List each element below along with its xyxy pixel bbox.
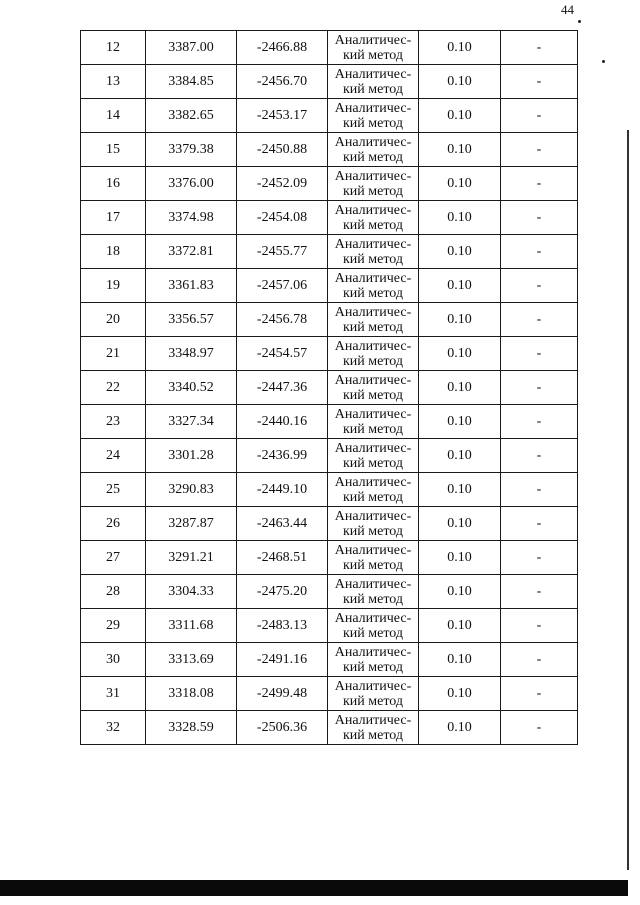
method-line-2: кий метод: [342, 353, 403, 369]
note-cell: -: [501, 201, 578, 235]
method-line-1: Аналитичес-: [334, 236, 412, 252]
method-line-1: Аналитичес-: [334, 576, 412, 592]
accuracy-cell: 0.10: [419, 201, 501, 235]
method-line-2: кий метод: [342, 387, 403, 403]
point-number-cell: 18: [81, 235, 146, 269]
y-coordinate-cell: -2450.88: [237, 133, 328, 167]
y-coordinate-cell: -2475.20: [237, 575, 328, 609]
x-coordinate-cell: 3301.28: [146, 439, 237, 473]
table-row: [81, 201, 578, 235]
method-line-2: кий метод: [342, 455, 403, 471]
point-number-cell: 24: [81, 439, 146, 473]
note-cell: -: [501, 167, 578, 201]
method-line-1: Аналитичес-: [334, 100, 412, 116]
point-number-cell: 20: [81, 303, 146, 337]
x-coordinate-cell: 3372.81: [146, 235, 237, 269]
method-cell: [328, 65, 419, 99]
x-coordinate-cell: 3313.69: [146, 643, 237, 677]
note-cell: -: [501, 31, 578, 65]
y-coordinate-cell: -2456.70: [237, 65, 328, 99]
note-cell: -: [501, 371, 578, 405]
table-row: [81, 507, 578, 541]
x-coordinate-cell: 3328.59: [146, 711, 237, 745]
y-coordinate-cell: -2457.06: [237, 269, 328, 303]
note-cell: -: [501, 643, 578, 677]
y-coordinate-cell: -2483.13: [237, 609, 328, 643]
method-line-1: Аналитичес-: [334, 270, 412, 286]
accuracy-cell: 0.10: [419, 371, 501, 405]
table-row: [81, 711, 578, 745]
y-coordinate-cell: -2463.44: [237, 507, 328, 541]
accuracy-cell: 0.10: [419, 711, 501, 745]
point-number-cell: 14: [81, 99, 146, 133]
accuracy-cell: 0.10: [419, 31, 501, 65]
method-line-2: кий метод: [342, 115, 403, 131]
point-number-cell: 26: [81, 507, 146, 541]
table-row: [81, 473, 578, 507]
point-number-cell: 32: [81, 711, 146, 745]
y-coordinate-cell: -2452.09: [237, 167, 328, 201]
accuracy-cell: 0.10: [419, 507, 501, 541]
point-number-cell: 16: [81, 167, 146, 201]
method-line-1: Аналитичес-: [334, 304, 412, 320]
y-coordinate-cell: -2454.08: [237, 201, 328, 235]
table-row: [81, 31, 578, 65]
method-cell: [328, 99, 419, 133]
scan-edge: [627, 130, 629, 870]
point-number-cell: 29: [81, 609, 146, 643]
note-cell: -: [501, 711, 578, 745]
y-coordinate-cell: -2454.57: [237, 337, 328, 371]
x-coordinate-cell: 3340.52: [146, 371, 237, 405]
method-cell: [328, 31, 419, 65]
point-number-cell: 15: [81, 133, 146, 167]
table-row: [81, 269, 578, 303]
table-row: [81, 405, 578, 439]
method-cell: [328, 439, 419, 473]
method-line-2: кий метод: [342, 523, 403, 539]
method-cell: [328, 473, 419, 507]
table-row: [81, 371, 578, 405]
y-coordinate-cell: -2499.48: [237, 677, 328, 711]
method-cell: [328, 711, 419, 745]
method-line-2: кий метод: [342, 557, 403, 573]
method-line-2: кий метод: [342, 421, 403, 437]
scan-speck: [602, 60, 605, 63]
y-coordinate-cell: -2468.51: [237, 541, 328, 575]
table-row: [81, 337, 578, 371]
note-cell: -: [501, 609, 578, 643]
point-number-cell: 30: [81, 643, 146, 677]
method-line-1: Аналитичес-: [334, 134, 412, 150]
table-row: [81, 65, 578, 99]
accuracy-cell: 0.10: [419, 473, 501, 507]
method-line-1: Аналитичес-: [334, 440, 412, 456]
method-cell: [328, 235, 419, 269]
method-line-2: кий метод: [342, 319, 403, 335]
note-cell: -: [501, 507, 578, 541]
method-cell: [328, 269, 419, 303]
accuracy-cell: 0.10: [419, 677, 501, 711]
x-coordinate-cell: 3387.00: [146, 31, 237, 65]
note-cell: -: [501, 133, 578, 167]
x-coordinate-cell: 3348.97: [146, 337, 237, 371]
y-coordinate-cell: -2447.36: [237, 371, 328, 405]
accuracy-cell: 0.10: [419, 133, 501, 167]
method-cell: [328, 201, 419, 235]
x-coordinate-cell: 3379.38: [146, 133, 237, 167]
note-cell: -: [501, 269, 578, 303]
y-coordinate-cell: -2466.88: [237, 31, 328, 65]
page-number: 44: [561, 2, 574, 17]
method-line-1: Аналитичес-: [334, 202, 412, 218]
scan-speck: [578, 20, 581, 23]
note-cell: -: [501, 99, 578, 133]
method-line-2: кий метод: [342, 217, 403, 233]
x-coordinate-cell: 3291.21: [146, 541, 237, 575]
note-cell: -: [501, 575, 578, 609]
y-coordinate-cell: -2453.17: [237, 99, 328, 133]
y-coordinate-cell: -2506.36: [237, 711, 328, 745]
method-line-1: Аналитичес-: [334, 168, 412, 184]
method-cell: [328, 371, 419, 405]
accuracy-cell: 0.10: [419, 337, 501, 371]
x-coordinate-cell: 3290.83: [146, 473, 237, 507]
method-line-2: кий метод: [342, 693, 403, 709]
x-coordinate-cell: 3361.83: [146, 269, 237, 303]
x-coordinate-cell: 3327.34: [146, 405, 237, 439]
method-line-2: кий метод: [342, 81, 403, 97]
method-line-1: Аналитичес-: [334, 542, 412, 558]
accuracy-cell: 0.10: [419, 439, 501, 473]
method-line-1: Аналитичес-: [334, 474, 412, 490]
point-number-cell: 19: [81, 269, 146, 303]
method-line-2: кий метод: [342, 47, 403, 63]
method-line-1: Аналитичес-: [334, 508, 412, 524]
method-line-2: кий метод: [342, 149, 403, 165]
accuracy-cell: 0.10: [419, 643, 501, 677]
note-cell: -: [501, 405, 578, 439]
method-cell: [328, 167, 419, 201]
method-line-2: кий метод: [342, 591, 403, 607]
table-row: [81, 643, 578, 677]
accuracy-cell: 0.10: [419, 303, 501, 337]
method-line-2: кий метод: [342, 625, 403, 641]
y-coordinate-cell: -2456.78: [237, 303, 328, 337]
method-line-2: кий метод: [342, 183, 403, 199]
method-cell: [328, 541, 419, 575]
method-line-1: Аналитичес-: [334, 406, 412, 422]
accuracy-cell: 0.10: [419, 609, 501, 643]
y-coordinate-cell: -2440.16: [237, 405, 328, 439]
x-coordinate-cell: 3356.57: [146, 303, 237, 337]
point-number-cell: 27: [81, 541, 146, 575]
note-cell: -: [501, 677, 578, 711]
x-coordinate-cell: 3384.85: [146, 65, 237, 99]
accuracy-cell: 0.10: [419, 99, 501, 133]
method-line-1: Аналитичес-: [334, 644, 412, 660]
method-cell: [328, 677, 419, 711]
method-cell: [328, 643, 419, 677]
method-line-2: кий метод: [342, 727, 403, 743]
method-cell: [328, 303, 419, 337]
method-cell: [328, 405, 419, 439]
table-row: [81, 575, 578, 609]
table-row: [81, 167, 578, 201]
note-cell: -: [501, 439, 578, 473]
y-coordinate-cell: -2455.77: [237, 235, 328, 269]
point-number-cell: 28: [81, 575, 146, 609]
accuracy-cell: 0.10: [419, 575, 501, 609]
accuracy-cell: 0.10: [419, 269, 501, 303]
method-line-1: Аналитичес-: [334, 372, 412, 388]
scan-bottom-bar: [0, 880, 628, 896]
method-cell: [328, 133, 419, 167]
method-line-1: Аналитичес-: [334, 338, 412, 354]
note-cell: -: [501, 303, 578, 337]
method-line-1: Аналитичес-: [334, 66, 412, 82]
table-row: [81, 235, 578, 269]
y-coordinate-cell: -2436.99: [237, 439, 328, 473]
point-number-cell: 17: [81, 201, 146, 235]
method-line-2: кий метод: [342, 285, 403, 301]
x-coordinate-cell: 3376.00: [146, 167, 237, 201]
note-cell: -: [501, 337, 578, 371]
x-coordinate-cell: 3304.33: [146, 575, 237, 609]
accuracy-cell: 0.10: [419, 65, 501, 99]
table-body: [81, 31, 578, 745]
point-number-cell: 31: [81, 677, 146, 711]
method-line-2: кий метод: [342, 251, 403, 267]
y-coordinate-cell: -2449.10: [237, 473, 328, 507]
method-cell: [328, 609, 419, 643]
accuracy-cell: 0.10: [419, 167, 501, 201]
point-number-cell: 12: [81, 31, 146, 65]
note-cell: -: [501, 235, 578, 269]
method-cell: [328, 575, 419, 609]
note-cell: -: [501, 65, 578, 99]
x-coordinate-cell: 3311.68: [146, 609, 237, 643]
table-row: [81, 439, 578, 473]
method-line-2: кий метод: [342, 489, 403, 505]
point-number-cell: 22: [81, 371, 146, 405]
coordinates-table: [80, 30, 578, 745]
x-coordinate-cell: 3374.98: [146, 201, 237, 235]
method-line-2: кий метод: [342, 659, 403, 675]
point-number-cell: 21: [81, 337, 146, 371]
x-coordinate-cell: 3287.87: [146, 507, 237, 541]
table-row: [81, 133, 578, 167]
note-cell: -: [501, 541, 578, 575]
accuracy-cell: 0.10: [419, 405, 501, 439]
accuracy-cell: 0.10: [419, 235, 501, 269]
point-number-cell: 23: [81, 405, 146, 439]
table-row: [81, 541, 578, 575]
table-row: [81, 609, 578, 643]
method-line-1: Аналитичес-: [334, 712, 412, 728]
x-coordinate-cell: 3318.08: [146, 677, 237, 711]
method-cell: [328, 507, 419, 541]
method-line-1: Аналитичес-: [334, 610, 412, 626]
y-coordinate-cell: -2491.16: [237, 643, 328, 677]
x-coordinate-cell: 3382.65: [146, 99, 237, 133]
accuracy-cell: 0.10: [419, 541, 501, 575]
table-row: [81, 303, 578, 337]
point-number-cell: 13: [81, 65, 146, 99]
point-number-cell: 25: [81, 473, 146, 507]
table-row: [81, 677, 578, 711]
note-cell: -: [501, 473, 578, 507]
method-cell: [328, 337, 419, 371]
method-line-1: Аналитичес-: [334, 678, 412, 694]
method-line-1: Аналитичес-: [334, 32, 412, 48]
table-row: [81, 99, 578, 133]
